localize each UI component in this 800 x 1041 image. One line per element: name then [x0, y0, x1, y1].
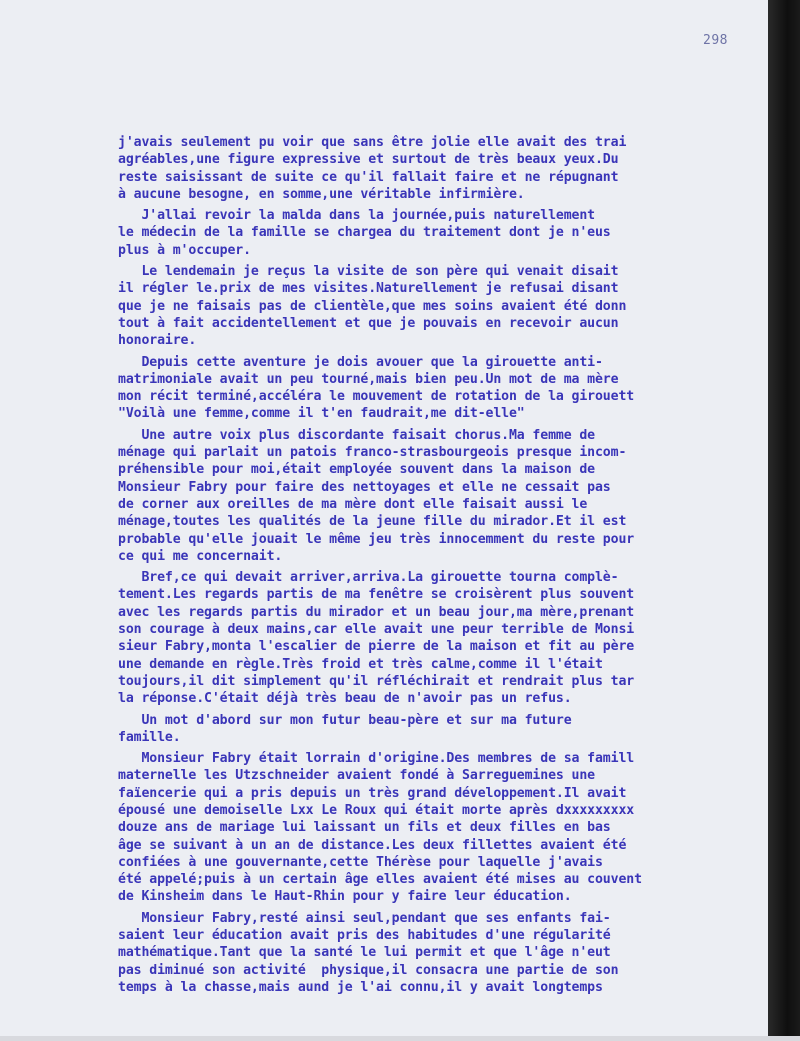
- text-line: avec les regards partis du mirador et un beau jour,ma mère,prenant: [118, 604, 635, 620]
- text-line: Depuis cette aventure je dois avouer que la girouette anti-: [118, 354, 603, 370]
- text-line: son courage à deux mains,car elle avait une peur terrible de Monsi: [118, 622, 635, 638]
- text-line: ménage,toutes les qualités de la jeune fille du mirador.Et il est: [118, 514, 627, 530]
- text-line: famille.: [118, 729, 181, 745]
- text-line: "Voilà une femme,comme il t'en faudrait,me dit-elle": [118, 406, 525, 422]
- scan-bottom-edge: [0, 1036, 800, 1041]
- text-line: Monsieur Fabry,resté ainsi seul,pendant que ses enfants fai-: [118, 910, 611, 926]
- text-line: âge se suivant à un an de distance.Les deux fillettes avaient été: [118, 837, 627, 853]
- text-line: épousé une demoiselle Lxx Le Roux qui était morte après dxxxxxxxxx: [118, 802, 635, 818]
- text-line: sieur Fabry,monta l'escalier de pierre de la maison et fit au père: [118, 639, 635, 655]
- text-line: Le lendemain je reçus la visite de son père qui venait disait: [118, 264, 619, 280]
- text-line: Monsieur Fabry pour faire des nettoyages et elle ne cessait pas: [118, 479, 611, 495]
- text-line: faïencerie qui a pris depuis un très grand développement.Il avait: [118, 785, 627, 801]
- text-line: confiées à une gouvernante,cette Thérèse pour laquelle j'avais: [118, 854, 603, 870]
- text-line: toujours,il dit simplement qu'il réfléchirait et rendrait plus tar: [118, 673, 635, 689]
- text-line: maternelle les Utzschneider avaient fondé à Sarreguemines une: [118, 768, 595, 784]
- text-line: tout à fait accidentellement et que je pouvais en recevoir aucun: [118, 315, 619, 331]
- text-line: préhensible pour moi,était employée souvent dans la maison de: [118, 462, 595, 478]
- text-line: de Kinsheim dans le Haut-Rhin pour y faire leur éducation.: [118, 889, 572, 905]
- text-line: tement.Les regards partis de ma fenêtre se croisèrent plus souvent: [118, 587, 635, 603]
- text-line: le médecin de la famille se chargea du traitement dont je n'eus: [118, 225, 611, 241]
- text-line: Un mot d'abord sur mon futur beau-père et sur ma future: [118, 712, 572, 728]
- text-line: été appelé;puis à un certain âge elles avaient été mises au couvent: [118, 872, 642, 888]
- text-line: temps à la chasse,mais aund je l'ai connu,il y avait longtemps: [118, 979, 603, 995]
- page-number: 298: [703, 33, 728, 48]
- text-line: probable qu'elle jouait le même jeu très innocemment du reste pour: [118, 531, 635, 547]
- text-line: Une autre voix plus discordante faisait chorus.Ma femme de: [118, 427, 595, 443]
- text-line: une demande en règle.Très froid et très calme,comme il l'était: [118, 656, 603, 672]
- text-line: mon récit terminé,accéléra le mouvement de rotation de la girouett: [118, 389, 635, 405]
- text-line: plus à m'occuper.: [118, 242, 251, 258]
- text-line: la réponse.C'était déjà très beau de n'avoir pas un refus.: [118, 691, 572, 707]
- text-line: J'allai revoir la malda dans la journée,puis naturellement: [118, 208, 595, 224]
- text-line: Monsieur Fabry était lorrain d'origine.Des membres de sa famill: [118, 751, 635, 767]
- document-body: [118, 134, 798, 996]
- text-line: j'avais seulement pu voir que sans être jolie elle avait des trai: [118, 135, 627, 150]
- text-line: saient leur éducation avait pris des habitudes d'une régularité: [118, 928, 611, 944]
- text-line: douze ans de mariage lui laissant un fils et deux filles en bas: [118, 820, 611, 836]
- text-line: à aucune besogne, en somme,une véritable infirmière.: [118, 186, 525, 202]
- text-line: ménage qui parlait un patois franco-strasbourgeois presque incom-: [118, 445, 627, 461]
- text-line: il régler le.prix de mes visites.Naturellement je refusai disant: [118, 281, 619, 297]
- text-line: Bref,ce qui devait arriver,arriva.La girouette tourna complè-: [118, 570, 619, 586]
- text-line: reste saisissant de suite ce qu'il fallait faire et ne répugnant: [118, 169, 619, 185]
- text-line: ce qui me concernait.: [118, 548, 283, 564]
- text-line: agréables,une figure expressive et surtout de très beaux yeux.Du: [118, 152, 619, 168]
- text-line: pas diminué son activité physique,il consacra une partie de son: [118, 962, 619, 978]
- text-line: que je ne faisais pas de clientèle,que mes soins avaient été donn: [118, 298, 627, 314]
- text-line: mathématique.Tant que la santé le lui permit et que l'âge n'eut: [118, 945, 611, 961]
- text-line: matrimoniale avait un peu tourné,mais bien peu.Un mot de ma mère: [118, 371, 619, 387]
- text-line: honoraire.: [118, 333, 197, 349]
- text-line: de corner aux oreilles de ma mère dont elle faisait aussi le: [118, 496, 588, 512]
